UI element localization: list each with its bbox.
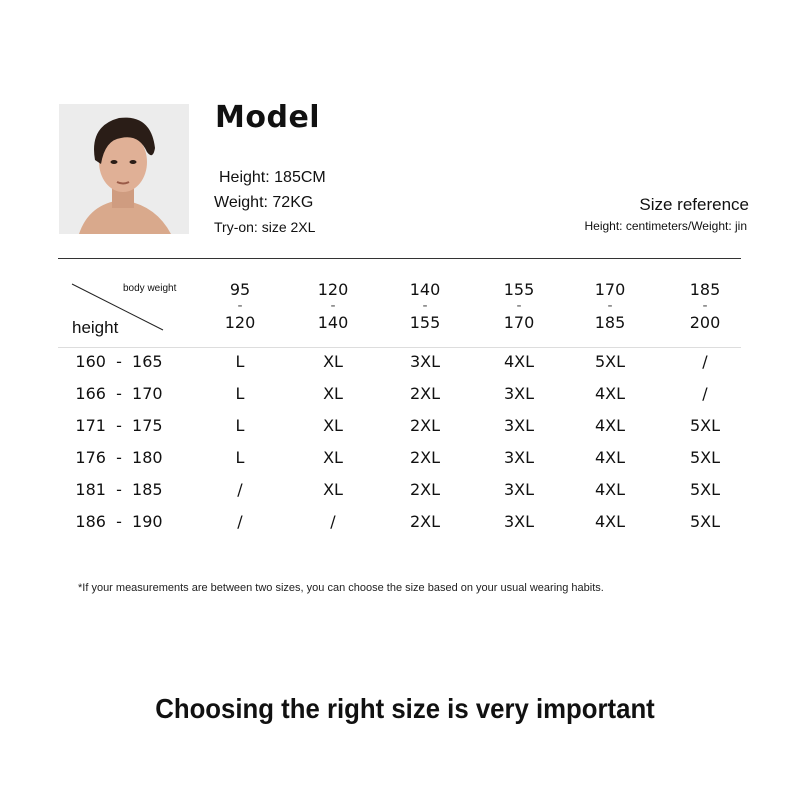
size-cell: XL [323,480,343,499]
height-range-label: 171 - 175 [75,416,163,435]
weight-range-from: 170 [594,280,626,299]
height-range-label: 160 - 165 [75,352,163,371]
weight-range-from: 155 [503,280,535,299]
size-cell: / [237,512,243,531]
size-cell: 3XL [503,480,535,499]
size-cell: 2XL [409,480,441,499]
height-range-label: 181 - 185 [75,480,163,499]
size-cell: 5XL [689,480,721,499]
model-weight: Weight: 72KG [214,194,314,211]
height-range-label: 166 - 170 [75,384,163,403]
size-cell: 4XL [594,480,626,499]
size-reference-units: Height: centimeters/Weight: jin [584,219,747,233]
size-cell: 4XL [594,416,626,435]
model-portrait-icon [59,104,189,234]
weight-range-header [479,280,559,332]
weight-range-sep: - [607,298,613,314]
size-cell: 3XL [503,448,535,467]
weight-range-sep: - [330,298,336,314]
weight-range-header [570,280,650,332]
size-cell: 4XL [594,512,626,531]
size-cell: 3XL [503,384,535,403]
headline: Choosing the right size is very important [155,693,655,724]
weight-range-from: 185 [689,280,721,299]
size-cell: 5XL [689,512,721,531]
corner-body-weight-label: body weight [123,283,177,294]
size-cell: 2XL [409,416,441,435]
weight-range-to: 200 [689,313,721,332]
height-range-label: 186 - 190 [75,512,163,531]
size-cell: L [235,384,245,403]
weight-range-to: 185 [594,313,626,332]
weight-range-sep: - [516,298,522,314]
size-cell: XL [323,416,343,435]
size-cell: L [235,352,245,371]
table-header-divider [58,347,741,348]
weight-range-to: 140 [317,313,349,332]
height-range-label: 176 - 180 [75,448,163,467]
size-cell: 5XL [689,416,721,435]
size-cell: 3XL [409,352,441,371]
size-cell: / [702,384,708,403]
size-cell: 4XL [594,384,626,403]
size-cell: / [237,480,243,499]
size-cell: 4XL [594,448,626,467]
corner-height-label: height [72,318,119,337]
size-cell: 2XL [409,448,441,467]
weight-range-header [200,280,280,332]
weight-range-to: 170 [503,313,535,332]
size-cell: / [330,512,336,531]
size-cell: XL [323,384,343,403]
weight-range-from: 140 [409,280,441,299]
table-top-divider [58,258,741,259]
size-cell: / [702,352,708,371]
size-cell: XL [323,448,343,467]
weight-range-header [385,280,465,332]
size-cell: 3XL [503,512,535,531]
weight-range-to: 155 [409,313,441,332]
size-cell: 2XL [409,384,441,403]
size-cell: 4XL [503,352,535,371]
weight-range-from: 95 [229,280,251,299]
size-cell: XL [323,352,343,371]
weight-range-sep: - [237,298,243,314]
weight-range-from: 120 [317,280,349,299]
weight-range-sep: - [422,298,428,314]
weight-range-to: 120 [224,313,256,332]
fit-footnote: *If your measurements are between two sizes, you can choose the size based on your usual wearing habits. [78,582,604,594]
size-cell: L [235,416,245,435]
size-cell: 5XL [689,448,721,467]
weight-range-header [293,280,373,332]
model-photo [59,104,189,234]
weight-range-sep: - [702,298,708,314]
weight-range-header [665,280,745,332]
size-reference-title: Size reference [639,195,749,214]
model-tryon-size: Try-on: size 2XL [214,219,316,235]
size-cell: 2XL [409,512,441,531]
size-cell: L [235,448,245,467]
model-height: Height: 185CM [219,169,326,186]
size-cell: 3XL [503,416,535,435]
size-cell: 5XL [594,352,626,371]
model-title: Model [215,100,321,135]
